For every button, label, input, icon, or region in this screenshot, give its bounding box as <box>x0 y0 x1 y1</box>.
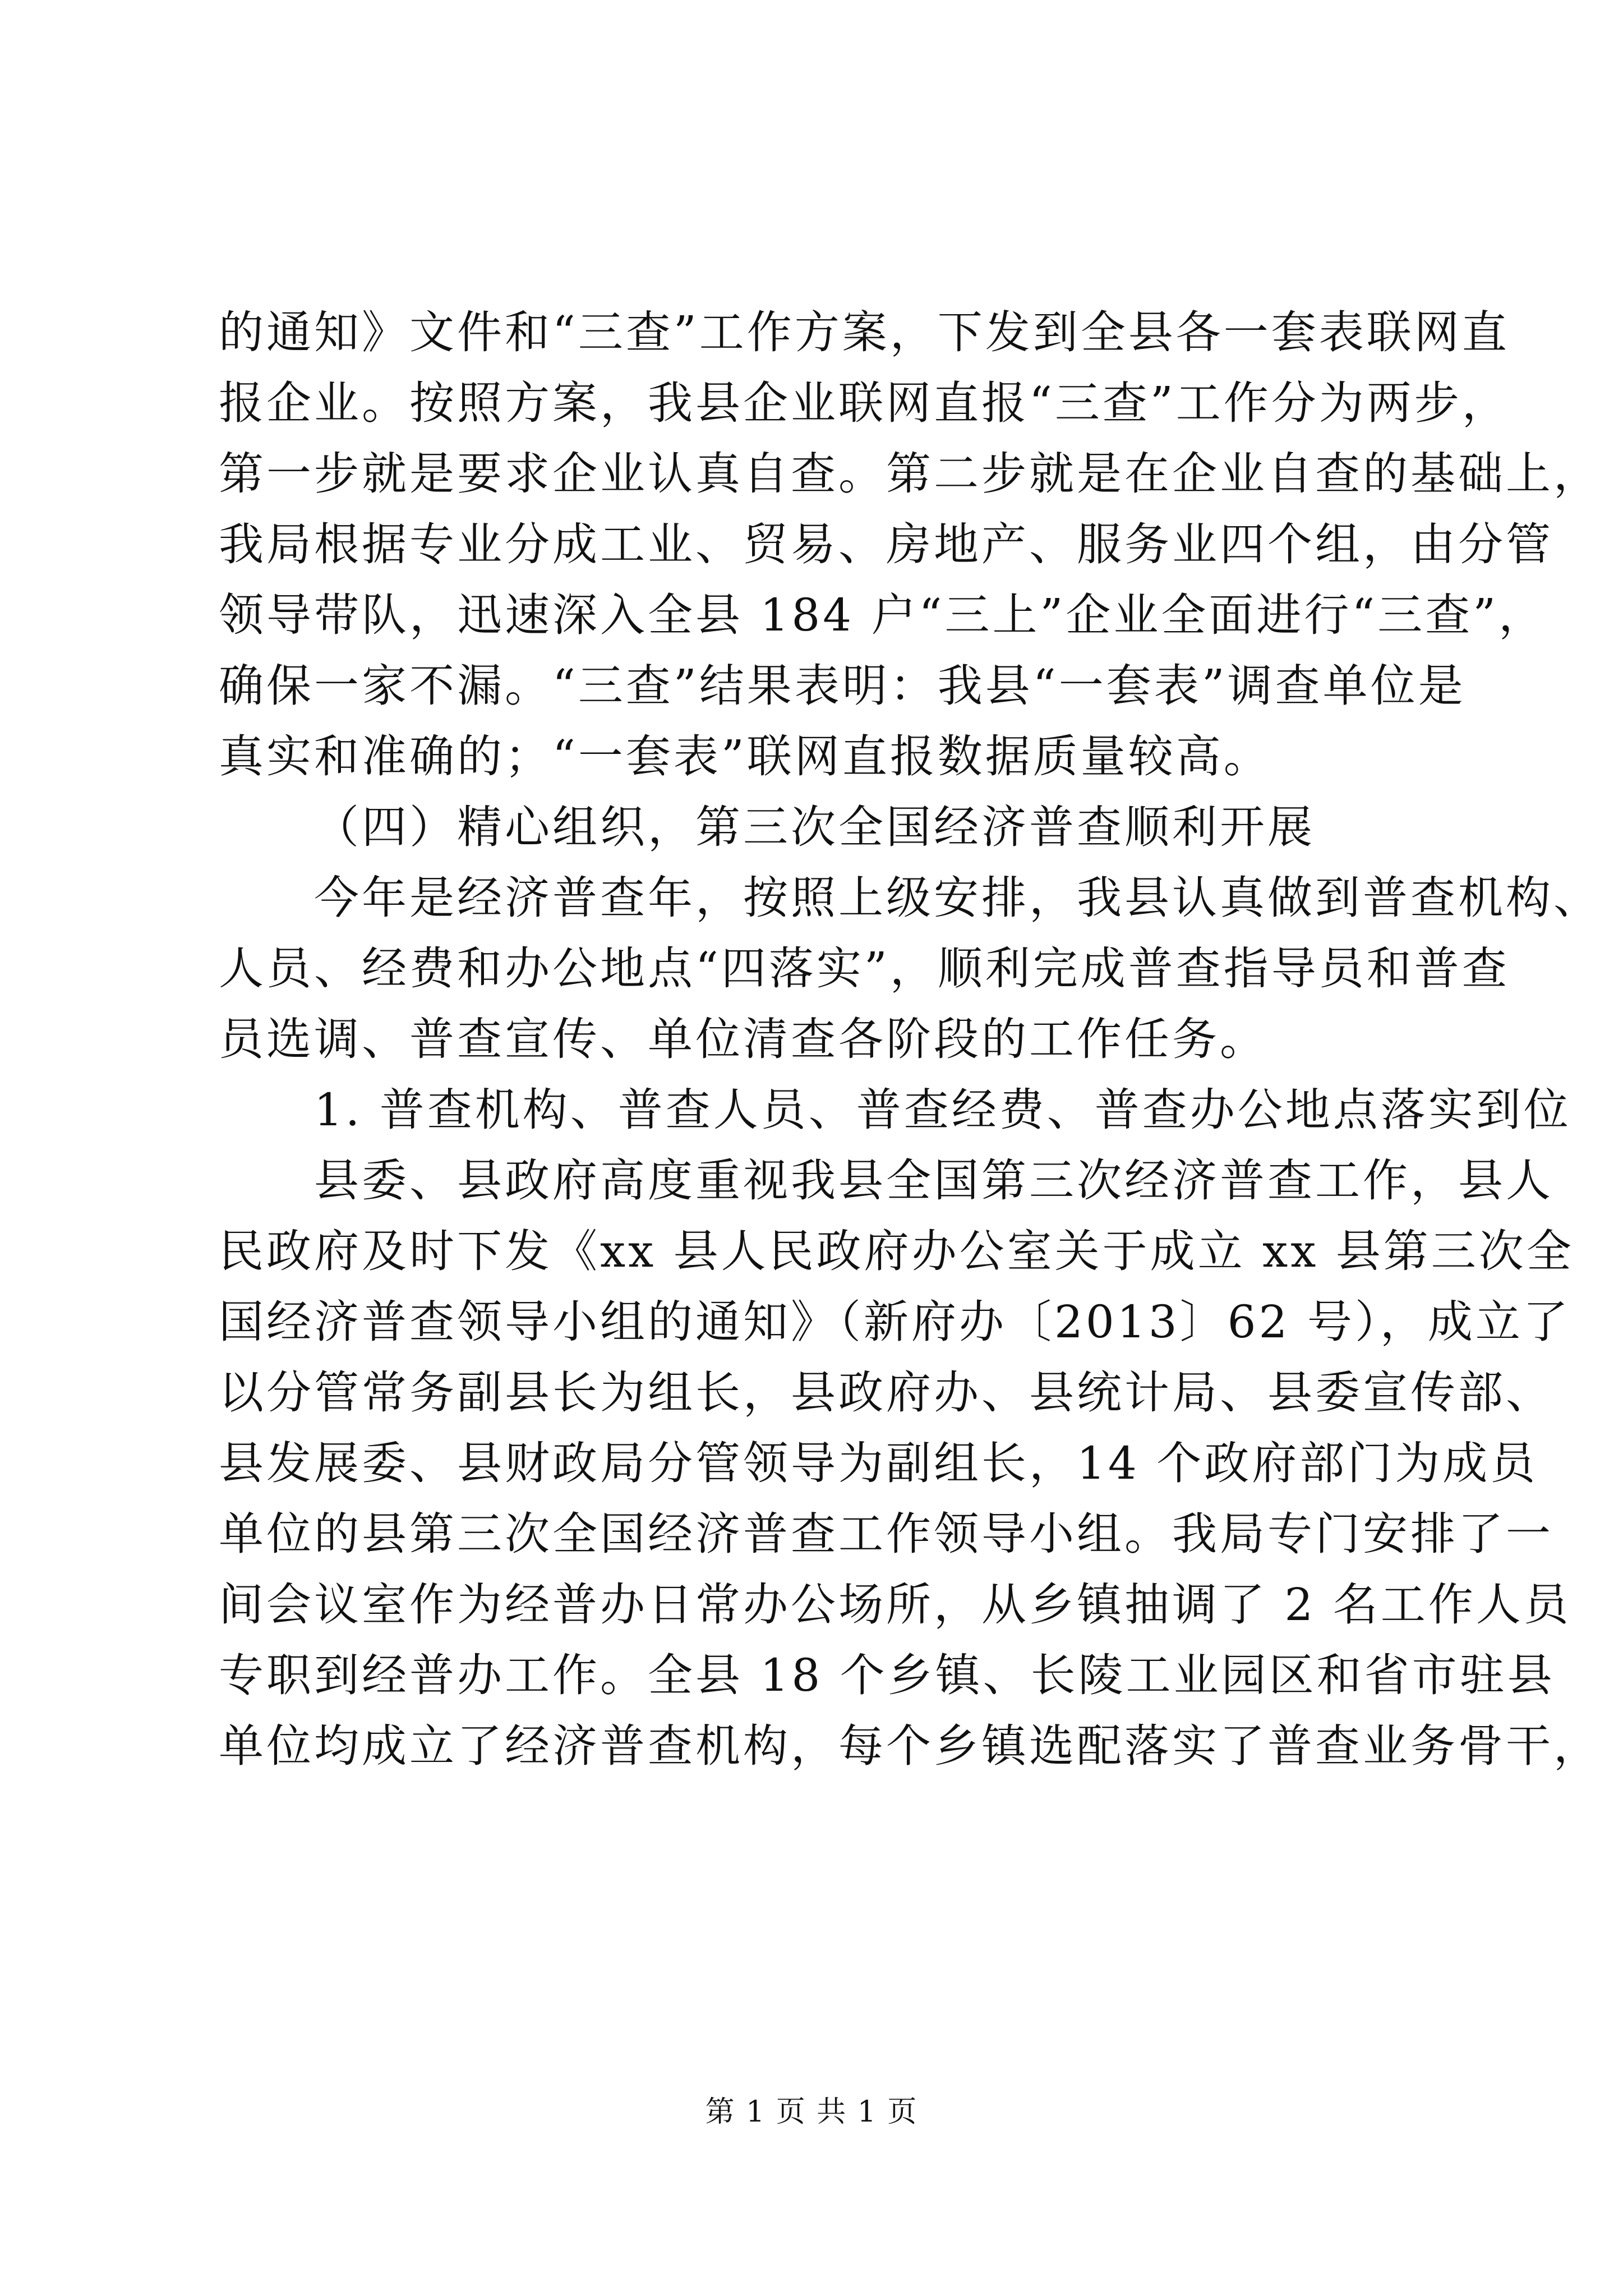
paragraph-line: 间会议室作为经普办日常办公场所，从乡镇抽调了 2 名工作人员 <box>219 1579 1571 1631</box>
paragraph-line: 县发展委、县财政局分管领导为副组长，14 个政府部门为成员 <box>219 1437 1538 1489</box>
section-heading: （四）精心组织，第三次全国经济普查顺利开展 <box>314 801 1315 853</box>
page-footer: 第 1 页 共 1 页 <box>705 2095 918 2129</box>
paragraph-line: 确保一家不漏。“三查”结果表明：我县“一套表”调查单位是 <box>219 660 1466 712</box>
paragraph-line: 专职到经普办工作。全县 18 个乡镇、长陵工业园区和省市驻县 <box>219 1649 1555 1701</box>
paragraph-line: 的通知》文件和“三查”工作方案，下发到全县各一套表联网直 <box>219 306 1510 358</box>
paragraph-line: 国经济普查领导小组的通知》（新府办〔2013〕62 号），成立了 <box>219 1296 1571 1348</box>
paragraph-line: 员选调、普查宣传、单位清查各阶段的工作任务。 <box>219 1013 1267 1065</box>
paragraph-line: 以分管常务副县长为组长，县政府办、县统计局、县委宣传部、 <box>219 1366 1553 1419</box>
paragraph-line: 第一步就是要求企业认真自查。第二步就是在企业自查的基础上， <box>219 448 1601 500</box>
paragraph-line: 单位均成立了经济普查机构，每个乡镇选配落实了普查业务骨干， <box>219 1720 1601 1772</box>
paragraph-line: 今年是经济普查年，按照上级安排，我县认真做到普查机构、 <box>314 872 1601 924</box>
paragraph-line: 我局根据专业分成工业、贸易、房地产、服务业四个组，由分管 <box>219 518 1553 570</box>
paragraph-line: 真实和准确的；“一套表”联网直报数据质量较高。 <box>219 730 1271 783</box>
subsection-heading: 1. 普查机构、普查人员、普查经费、普查办公地点落实到位 <box>314 1084 1571 1136</box>
paragraph-line: 报企业。按照方案，我县企业联网直报“三查”工作分为两步， <box>219 377 1510 429</box>
paragraph-line: 领导带队，迅速深入全县 184 户“三上”企业全面进行“三查”， <box>219 589 1547 641</box>
paragraph-line: 人员、经费和办公地点“四落实”，顺利完成普查指导员和普查 <box>219 942 1510 995</box>
paragraph-line: 民政府及时下发《xx 县人民政府办公室关于成立 xx 县第三次全 <box>219 1225 1574 1277</box>
document-body <box>219 297 1601 1782</box>
paragraph-line: 县委、县政府高度重视我县全国第三次经济普查工作，县人 <box>314 1154 1553 1207</box>
paragraph-line: 单位的县第三次全国经济普查工作领导小组。我局专门安排了一 <box>219 1508 1553 1560</box>
